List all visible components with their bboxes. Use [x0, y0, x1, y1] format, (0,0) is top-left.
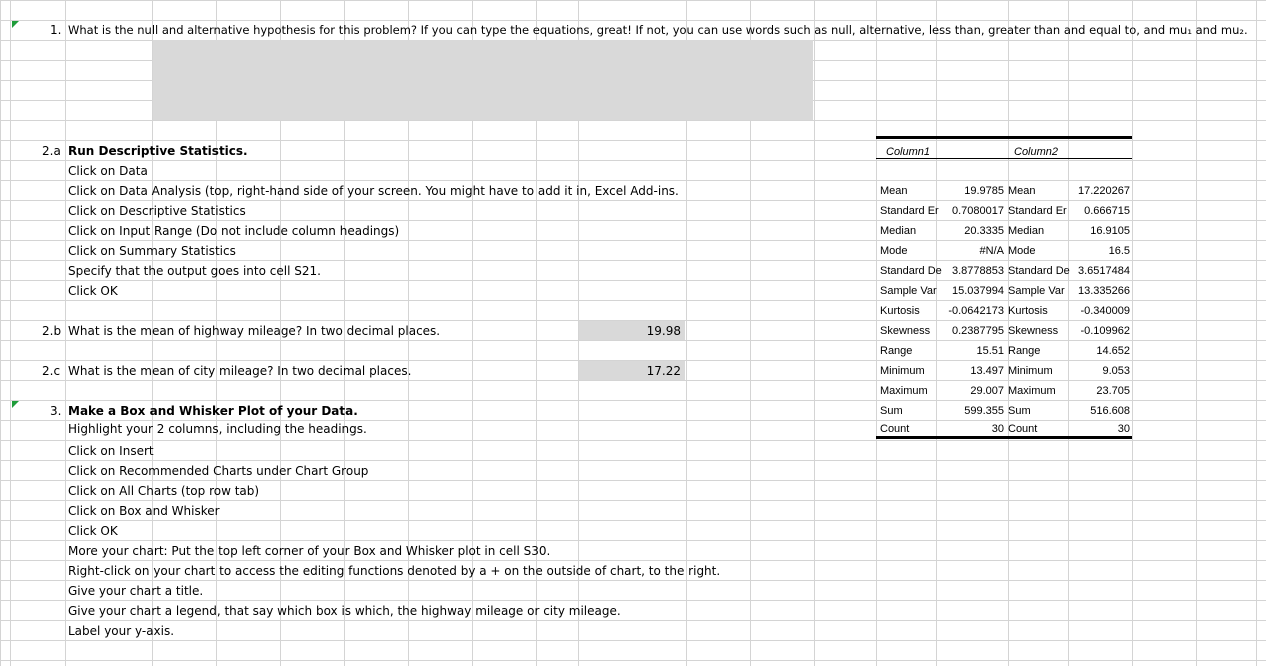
stats-value-col2: -0.340009: [1080, 305, 1130, 317]
stats-header-column2: Column2: [1014, 146, 1059, 158]
q3-step: Label your y-axis.: [68, 624, 175, 638]
stats-label-col2: Minimum: [1008, 365, 1053, 377]
stats-value-col1: 15.51: [976, 345, 1004, 357]
q2b-number: 2.b: [42, 324, 62, 338]
stats-label-col2: Kurtosis: [1008, 305, 1048, 317]
stats-label-col1: Median: [880, 225, 917, 237]
q2a-step: Click on Summary Statistics: [68, 244, 236, 258]
stats-top-border: [876, 136, 1132, 139]
stats-value-col1: 15.037994: [952, 285, 1004, 297]
stats-value-col2: 13.335266: [1078, 285, 1130, 297]
stats-label-col2: Mean: [1008, 185, 1036, 197]
stats-value-col1: 0.7080017: [952, 205, 1004, 217]
q2c-number: 2.c: [42, 364, 61, 378]
q1-number: 1.: [50, 23, 62, 37]
q2b-answer: 19.98: [646, 324, 681, 338]
stats-label-col1: Standard Er: [880, 205, 939, 217]
stats-label-col1: Sample Var: [880, 285, 937, 297]
stats-label-col2: Skewness: [1008, 325, 1059, 337]
stats-value-col1: 19.9785: [964, 185, 1004, 197]
stats-value-col1: 0.2387795: [952, 325, 1004, 337]
stats-value-col1: -0.0642173: [948, 305, 1004, 317]
stats-value-col1: #N/A: [979, 245, 1004, 257]
q3-step: Highlight your 2 columns, including the headings.: [68, 422, 367, 436]
stats-bottom-border: [876, 436, 1132, 439]
q3-step: Give your chart a legend, that say which box is which, the highway mileage or city mileage.: [68, 604, 621, 618]
stats-label-col1: Mean: [880, 185, 908, 197]
q3-step: Click on All Charts (top row tab): [68, 484, 260, 498]
stats-value-col2: 23.705: [1096, 385, 1130, 397]
stats-label-col1: Standard De: [880, 265, 942, 277]
stats-label-col1: Sum: [880, 405, 903, 417]
q2a-step: Click OK: [68, 284, 118, 298]
stats-value-col2: 17.220267: [1078, 185, 1130, 197]
stats-value-col2: 14.652: [1096, 345, 1130, 357]
stats-label-col1: Count: [880, 423, 910, 435]
q3-number: 3.: [50, 404, 62, 418]
stats-header-underline: [876, 158, 1132, 159]
stats-label-col1: Range: [880, 345, 913, 357]
q2a-step: Click on Data Analysis (top, right-hand side of your screen. You might have to add it in, Excel Add-ins.: [68, 184, 679, 198]
q3-step: Click on Box and Whisker: [68, 504, 220, 518]
q2a-number: 2.a: [42, 144, 61, 158]
q3-step: Right-click on your chart to access the editing functions denoted by a + on the outside of chart, to the right.: [68, 564, 721, 578]
stats-value-col1: 29.007: [970, 385, 1004, 397]
q3-step: Give your chart a title.: [68, 584, 204, 598]
q2a-step: Click on Descriptive Statistics: [68, 204, 246, 218]
stats-header-column1: Column1: [886, 146, 931, 158]
stats-label-col2: Standard De: [1008, 265, 1070, 277]
q2b-text: What is the mean of highway mileage? In two decimal places.: [68, 324, 441, 338]
stats-value-col2: 30: [1117, 423, 1130, 435]
q2a-step: Click on Input Range (Do not include column headings): [68, 224, 400, 238]
stats-value-col1: 13.497: [970, 365, 1004, 377]
stats-value-col2: 9.053: [1102, 365, 1130, 377]
stats-label-col2: Standard Er: [1008, 205, 1067, 217]
stats-label-col1: Kurtosis: [880, 305, 920, 317]
stats-value-col1: 3.8778853: [952, 265, 1004, 277]
stats-label-col2: Count: [1008, 423, 1038, 435]
stats-value-col2: 16.5: [1108, 245, 1130, 257]
stats-value-col1: 30: [991, 423, 1004, 435]
q3-step: Click on Recommended Charts under Chart Group: [68, 464, 369, 478]
q2c-answer: 17.22: [646, 364, 681, 378]
q2c-text: What is the mean of city mileage? In two decimal places.: [68, 364, 412, 378]
stats-label-col1: Minimum: [880, 365, 925, 377]
q2a-title: Run Descriptive Statistics.: [68, 144, 248, 158]
q1-text: What is the null and alternative hypothesis for this problem? If you can type the equations, great! If not, you can use words such as null, alternative, less than, greater than and equal to, and mu₁ and mu₂.: [68, 23, 1248, 37]
stats-label-col2: Median: [1008, 225, 1045, 237]
q3-step: More your chart: Put the top left corner of your Box and Whisker plot in cell S30.: [68, 544, 551, 558]
q2a-step: Specify that the output goes into cell S21.: [68, 264, 321, 278]
q3-step: Click OK: [68, 524, 118, 538]
stats-label-col1: Maximum: [880, 385, 928, 397]
stats-value-col2: 3.6517484: [1078, 265, 1130, 277]
comment-indicator-icon[interactable]: [12, 21, 19, 28]
stats-label-col2: Mode: [1008, 245, 1036, 257]
stats-value-col1: 20.3335: [964, 225, 1004, 237]
answer-cell-q1[interactable]: [153, 40, 813, 120]
stats-value-col2: -0.109962: [1080, 325, 1130, 337]
stats-value-col2: 516.608: [1090, 405, 1130, 417]
comment-indicator-icon[interactable]: [12, 401, 19, 408]
stats-label-col2: Sum: [1008, 405, 1031, 417]
stats-label-col1: Mode: [880, 245, 908, 257]
stats-value-col1: 599.355: [964, 405, 1004, 417]
stats-label-col2: Range: [1008, 345, 1041, 357]
stats-value-col2: 16.9105: [1090, 225, 1130, 237]
q2a-step: Click on Data: [68, 164, 148, 178]
stats-label-col1: Skewness: [880, 325, 931, 337]
q3-title: Make a Box and Whisker Plot of your Data.: [68, 404, 358, 418]
q3-step: Click on Insert: [68, 444, 154, 458]
stats-value-col2: 0.666715: [1084, 205, 1130, 217]
stats-label-col2: Maximum: [1008, 385, 1056, 397]
stats-label-col2: Sample Var: [1008, 285, 1065, 297]
